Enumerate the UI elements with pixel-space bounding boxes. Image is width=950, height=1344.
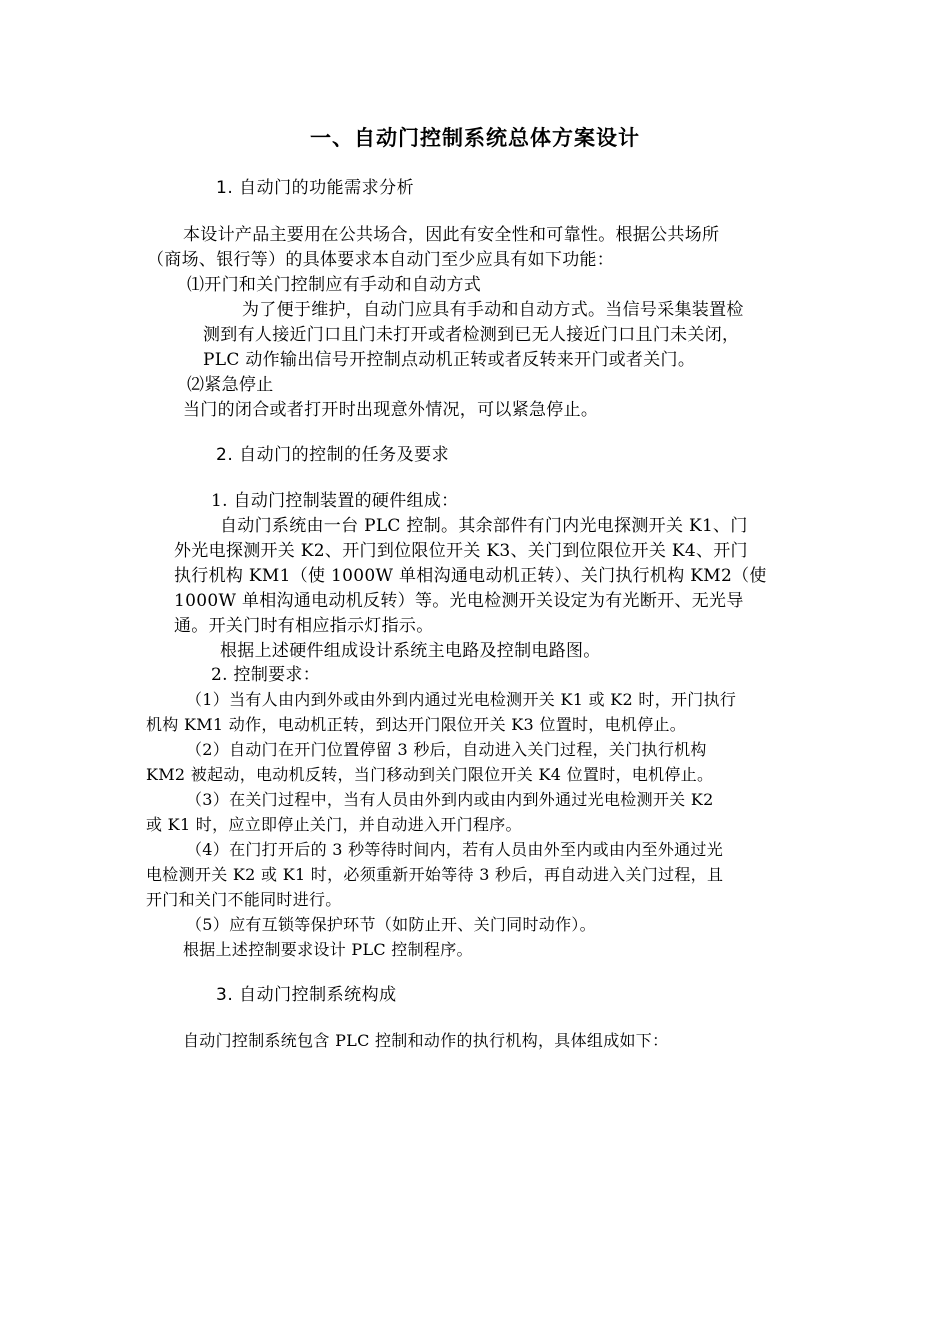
paragraph-line: 为了便于维护，自动门应具有手动和自动方式。当信号采集装置检 xyxy=(242,300,744,320)
section-heading-2: 2. 自动门的控制的任务及要求 xyxy=(216,445,450,465)
list-item-title: ⑴开门和关门控制应有手动和自动方式 xyxy=(187,275,482,295)
requirement-line: 开门和关门不能同时进行。 xyxy=(146,890,342,909)
paragraph-line: PLC 动作输出信号开控制点动机正转或者反转来开门或者关门。 xyxy=(203,350,696,370)
requirement-line: 电检测开关 K2 或 K1 时，必须重新开始等待 3 秒后，再自动进入关门过程，且 xyxy=(146,865,724,884)
paragraph-line: 外光电探测开关 K2、开门到位限位开关 K3、关门到位限位开关 K4、开门 xyxy=(174,541,748,561)
requirement-line: KM2 被起动，电动机反转，当门移动到关门限位开关 K4 位置时，电机停止。 xyxy=(146,765,714,784)
requirement-line: （4）在门打开后的 3 秒等待时间内，若有人员由外至内或由内至外通过光 xyxy=(186,840,724,859)
paragraph-line: 根据上述控制要求设计 PLC 控制程序。 xyxy=(183,940,473,959)
paragraph-line: 1000W 单相沟通电动机反转）等。光电检测开关设定为有光断开、无光导 xyxy=(174,591,744,611)
paragraph-line: 当门的闭合或者打开时出现意外情况，可以紧急停止。 xyxy=(183,400,599,420)
paragraph-line: 通。开关门时有相应指示灯指示。 xyxy=(174,616,434,636)
subsection-title: 1. 自动门控制装置的硬件组成： xyxy=(211,491,459,511)
section-heading-3: 3. 自动门控制系统构成 xyxy=(216,985,397,1005)
requirement-line: （5）应有互锁等保护环节（如防止开、关门同时动作）。 xyxy=(186,915,596,934)
paragraph-line: 根据上述硬件组成设计系统主电路及控制电路图。 xyxy=(220,641,601,661)
list-item-title: ⑵紧急停止 xyxy=(187,375,274,395)
paragraph-line: 执行机构 KM1（使 1000W 单相沟通电动机正转）、关门执行机构 KM2（使 xyxy=(174,566,767,586)
paragraph-line: 自动门控制系统包含 PLC 控制和动作的执行机构，具体组成如下： xyxy=(183,1031,669,1050)
requirement-line: 机构 KM1 动作，电动机正转，到达开门限位开关 K3 位置时，电机停止。 xyxy=(146,715,687,734)
requirement-line: （3）在关门过程中，当有人员由外到内或由内到外通过光电检测开关 K2 xyxy=(186,790,714,809)
requirement-line: （1）当有人由内到外或由外到内通过光电检测开关 K1 或 K2 时，开门执行 xyxy=(186,690,737,709)
requirement-line: （2）自动门在开门位置停留 3 秒后，自动进入关门过程，关门执行机构 xyxy=(186,740,707,759)
paragraph-line: 自动门系统由一台 PLC 控制。其余部件有门内光电探测开关 K1、门 xyxy=(220,516,748,536)
page-title: 一、自动门控制系统总体方案设计 xyxy=(310,126,640,150)
paragraph-line: 本设计产品主要用在公共场合，因此有安全性和可靠性。根据公共场所 xyxy=(183,225,720,245)
subsection-title: 2. 控制要求： xyxy=(211,665,321,685)
requirement-line: 或 K1 时，应立即停止关门，并自动进入开门程序。 xyxy=(146,815,522,834)
paragraph-line: （商场、银行等）的具体要求本自动门至少应具有如下功能： xyxy=(147,250,615,270)
paragraph-line: 测到有人接近门口且门未打开或者检测到已无人接近门口且门未关闭， xyxy=(203,325,740,345)
section-heading-1: 1. 自动门的功能需求分析 xyxy=(216,178,415,198)
